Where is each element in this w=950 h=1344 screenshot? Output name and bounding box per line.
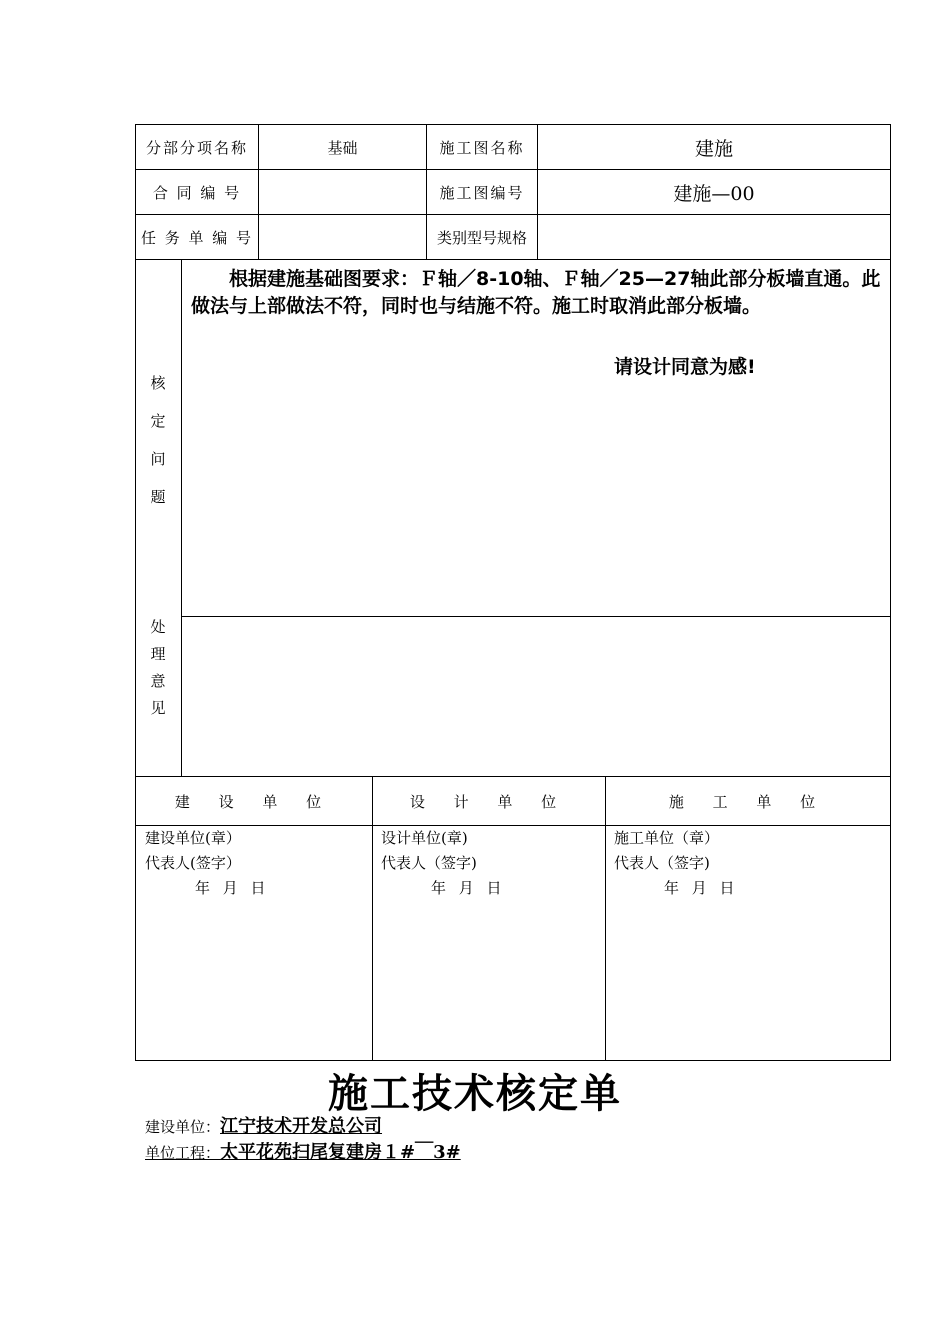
value-category-spec xyxy=(538,215,890,259)
sign-unit-seal: 施工单位（章） xyxy=(614,829,720,847)
label-drawing-number: 施工图编号 xyxy=(439,183,525,202)
value-drawing-number: 建施—00 xyxy=(673,182,755,205)
header-contractor-unit: 施 工 单 位 xyxy=(668,792,828,811)
sign-date: 年 月 日 xyxy=(431,879,506,897)
sign-representative: 代表人（签字) xyxy=(614,854,710,872)
page-title: 施工技术核定单 xyxy=(328,1070,622,1117)
issue-text: 根据建施基础图要求：Ｆ轴／8-10轴、Ｆ轴／25—27轴此部分板墙直通。此做法与上部做法不符，同时也与结施不符。施工时取消此部分板墙。 xyxy=(191,268,881,317)
label-task-number: 任 务 单 编 号 xyxy=(140,228,254,247)
value-task-number xyxy=(259,215,426,259)
label-contract-number: 合 同 编 号 xyxy=(152,183,242,202)
meta-project xyxy=(145,1138,461,1164)
issue-closing: 请设计同意为感! xyxy=(614,356,756,378)
issue-text-block xyxy=(191,266,881,320)
meta-project-value: 太平花苑扫尾复建房１#￣3# xyxy=(220,1142,461,1163)
issue-label: 核 定 问 题 xyxy=(150,374,166,506)
label-drawing-name: 施工图名称 xyxy=(439,138,525,157)
opinion-label: 处 理 意 见 xyxy=(150,618,166,717)
meta-builder-label: 建设单位： xyxy=(145,1118,221,1136)
meta-builder xyxy=(145,1112,382,1138)
sign-representative: 代表人（签字) xyxy=(381,854,477,872)
header-construction-unit: 建 设 单 位 xyxy=(174,792,334,811)
sign-block-contractor xyxy=(614,826,739,901)
value-contract-number xyxy=(259,170,426,214)
sign-unit-seal: 设计单位(章) xyxy=(381,829,468,847)
label-category-spec: 类别型号规格 xyxy=(436,228,527,247)
value-drawing-name: 建施 xyxy=(694,137,733,160)
sign-representative: 代表人(签字） xyxy=(145,854,241,872)
value-subproject-name: 基础 xyxy=(327,138,358,157)
meta-project-label: 单位工程： xyxy=(145,1144,221,1162)
sign-unit-seal: 建设单位(章） xyxy=(145,829,241,847)
sign-date: 年 月 日 xyxy=(664,879,739,897)
header-design-unit: 设 计 单 位 xyxy=(409,792,569,811)
sign-block-design xyxy=(381,826,506,901)
sign-block-construction xyxy=(145,826,270,901)
label-subproject-name: 分部分项名称 xyxy=(145,138,248,157)
sign-date: 年 月 日 xyxy=(195,879,270,897)
meta-builder-value: 江宁技术开发总公司 xyxy=(220,1116,383,1137)
